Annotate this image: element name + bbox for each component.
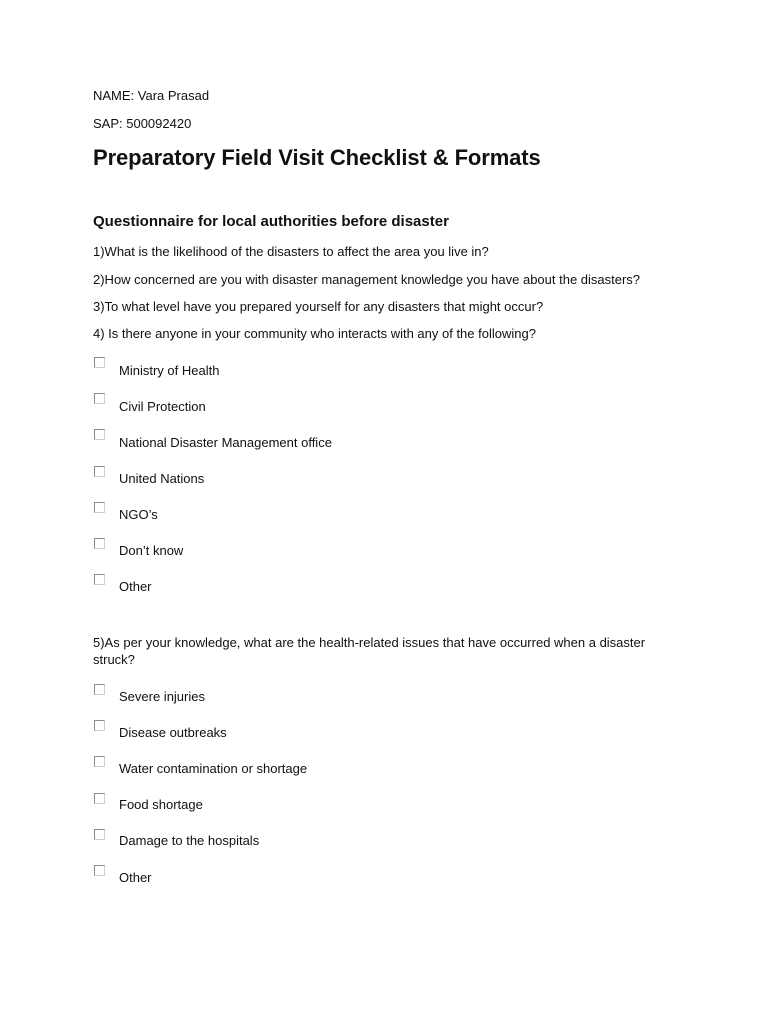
option-label: Food shortage (119, 797, 203, 812)
option-label: Civil Protection (119, 399, 206, 414)
checkbox-q5-water-contamination[interactable] (94, 756, 105, 767)
checkbox-q4-united-nations[interactable] (94, 466, 105, 477)
option-label: Damage to the hospitals (119, 833, 260, 848)
option-label: Ministry of Health (119, 363, 220, 378)
checkbox-q5-severe-injuries[interactable] (94, 684, 105, 695)
checkbox-q4-other[interactable] (94, 574, 105, 585)
checkbox-q5-damage-to-hospitals[interactable] (94, 829, 105, 840)
checkbox-q5-food-shortage[interactable] (94, 793, 105, 804)
checkbox-q5-disease-outbreaks[interactable] (94, 720, 105, 731)
option-label: Severe injuries (119, 689, 205, 704)
checkbox-q4-national-disaster-management-office[interactable] (94, 429, 105, 440)
question-3: 3)To what level have you prepared yourself for any disasters that might occur? (93, 299, 544, 314)
sap-line: SAP: 500092420 (93, 116, 192, 131)
question-4: 4) Is there anyone in your community who interacts with any of the following? (93, 326, 536, 341)
checkbox-q5-other[interactable] (94, 865, 105, 876)
section-subtitle: Questionnaire for local authorities before disaster (93, 213, 449, 230)
option-label: National Disaster Management office (119, 435, 332, 450)
checkbox-q4-civil-protection[interactable] (94, 393, 105, 404)
option-label: NGO’s (119, 507, 158, 522)
option-label: Other (119, 579, 152, 594)
option-label: Don’t know (119, 543, 184, 558)
option-label: Water contamination or shortage (119, 761, 308, 776)
question-1: 1)What is the likelihood of the disasters to affect the area you live in? (93, 244, 489, 259)
page-title: Preparatory Field Visit Checklist & Formats (93, 145, 541, 170)
checkbox-q4-ministry-of-health[interactable] (94, 357, 105, 368)
option-label: Disease outbreaks (119, 725, 227, 740)
option-label: United Nations (119, 471, 205, 486)
name-line: NAME: Vara Prasad (93, 88, 210, 103)
checkbox-q4-ngos[interactable] (94, 502, 105, 513)
checkbox-q4-dont-know[interactable] (94, 538, 105, 549)
question-5: 5)As per your knowledge, what are the health-related issues that have occurred when a disaster struck? (93, 635, 646, 667)
question-2: 2)How concerned are you with disaster management knowledge you have about the disasters? (93, 272, 641, 287)
option-label: Other (119, 870, 152, 885)
